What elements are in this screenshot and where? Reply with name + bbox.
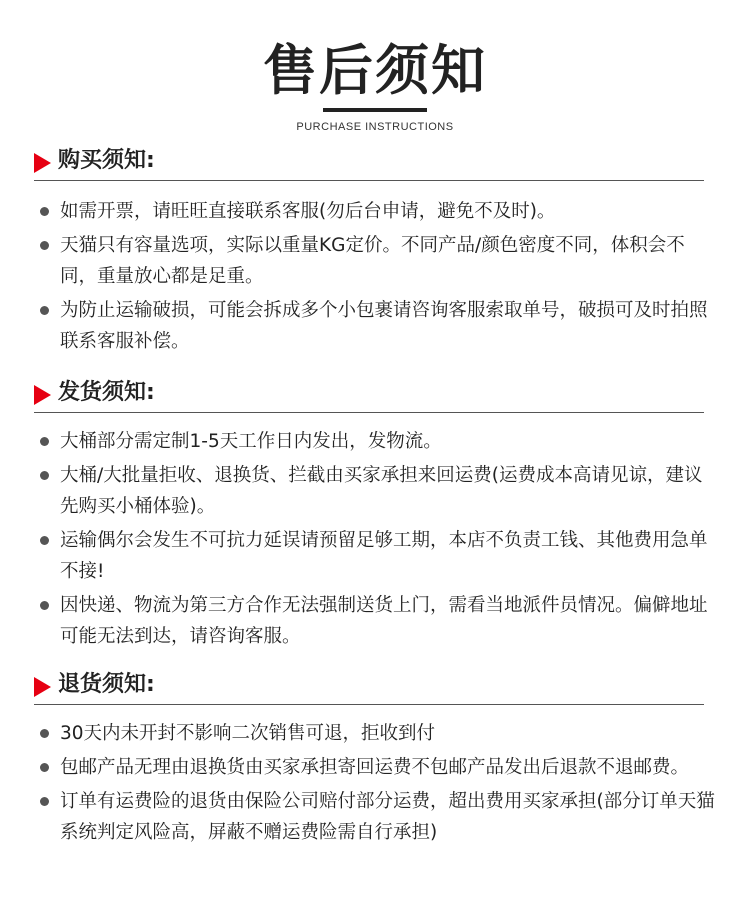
list-item xyxy=(40,590,720,652)
item-text: 因快递、物流为第三方合作无法强制送货上门，需看当地派件员情况。偏僻地址可能无法到达，请咨询客服。 xyxy=(60,595,708,647)
bullet-icon xyxy=(40,536,49,545)
arrow-right-icon xyxy=(34,677,51,697)
section-title: 退货须知: xyxy=(58,672,155,697)
item-text: 运输偶尔会发生不可抗力延误请预留足够工期，本店不负责工钱、其他费用急单不接! xyxy=(60,530,708,582)
item-text: 天猫只有容量选项，实际以重量KG定价。不同产品/颜色密度不同，体积会不同，重量放心都是足重。 xyxy=(60,235,685,287)
item-text: 包邮产品无理由退换货由买家承担寄回运费不包邮产品发出后退款不退邮费。 xyxy=(60,757,690,778)
list-item xyxy=(40,426,720,457)
arrow-right-icon xyxy=(34,153,51,173)
page-header xyxy=(0,0,750,140)
bullet-icon xyxy=(40,763,49,772)
bullet-icon xyxy=(40,797,49,806)
arrow-right-icon xyxy=(34,385,51,405)
list-item xyxy=(40,196,720,227)
page-subtitle: PURCHASE INSTRUCTIONS xyxy=(296,121,454,133)
item-text: 大桶/大批量拒收、退换货、拦截由买家承担来回运费(运费成本高请见谅，建议先购买小桶体验)。 xyxy=(60,465,703,517)
list-item xyxy=(40,460,720,522)
page-title: 售后须知 xyxy=(263,39,487,102)
bullet-icon xyxy=(40,729,49,738)
item-text: 订单有运费险的退货由保险公司赔付部分运费，超出费用买家承担(部分订单天猫系统判定风险高，屏蔽不赠运费险需自行承担) xyxy=(60,791,715,843)
bullet-icon xyxy=(40,437,49,446)
list-item xyxy=(40,752,720,783)
bullet-icon xyxy=(40,207,49,216)
title-underline xyxy=(323,108,427,112)
list-item xyxy=(40,786,720,848)
list-item xyxy=(40,718,720,749)
list-item xyxy=(40,295,720,357)
notice-list xyxy=(40,426,720,655)
list-item xyxy=(40,230,720,292)
item-text: 30天内未开封不影响二次销售可退，拒收到付 xyxy=(60,723,436,744)
item-text: 大桶部分需定制1-5天工作日内发出，发物流。 xyxy=(60,431,442,452)
section-divider xyxy=(34,704,704,705)
bullet-icon xyxy=(40,241,49,250)
bullet-icon xyxy=(40,306,49,315)
section-title: 购买须知: xyxy=(58,148,155,173)
section-divider xyxy=(34,180,704,181)
item-text: 如需开票，请旺旺直接联系客服(勿后台申请，避免不及时)。 xyxy=(60,201,556,222)
bullet-icon xyxy=(40,601,49,610)
notice-list xyxy=(40,196,720,360)
list-item xyxy=(40,525,720,587)
item-text: 为防止运输破损，可能会拆成多个小包裹请咨询客服索取单号，破损可及时拍照联系客服补偿。 xyxy=(60,300,708,352)
notice-list xyxy=(40,718,720,851)
section-divider xyxy=(34,412,704,413)
bullet-icon xyxy=(40,471,49,480)
section-title: 发货须知: xyxy=(58,380,155,405)
